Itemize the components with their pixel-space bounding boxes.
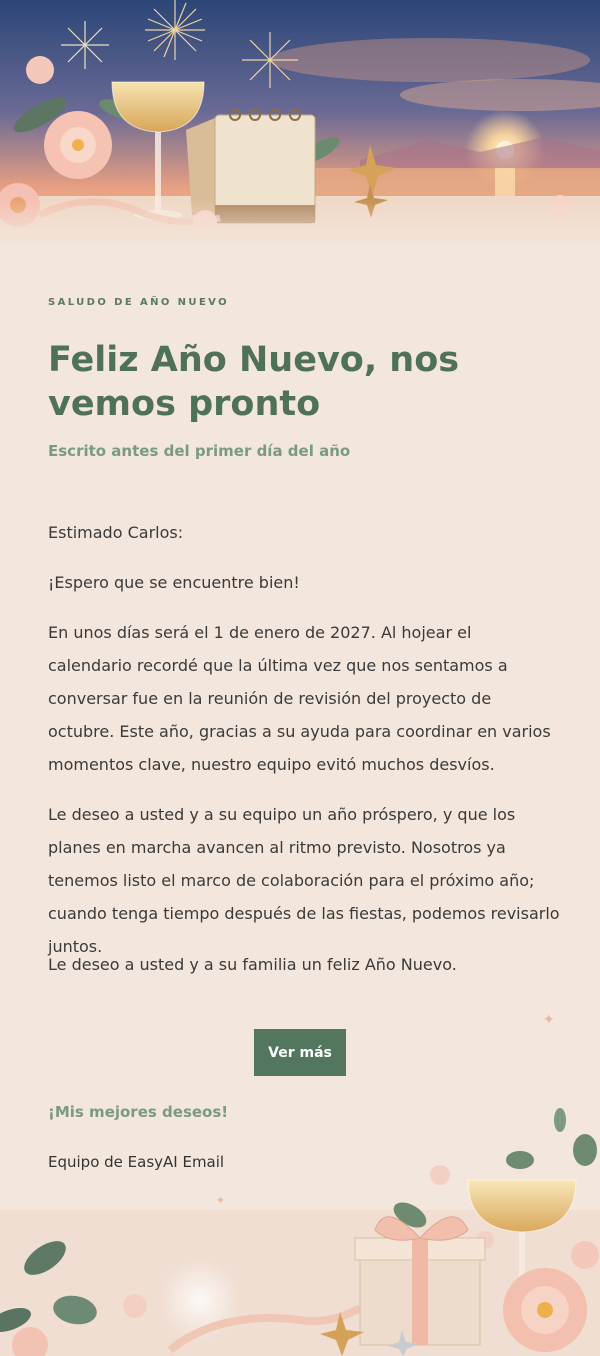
subtitle: Escrito antes del primer día del año: [48, 442, 351, 460]
eyebrow-label: SALUDO DE AÑO NUEVO: [48, 297, 230, 308]
signature: Equipo de EasyAI Email: [48, 1153, 225, 1171]
hero-illustration: [0, 0, 600, 250]
paragraph: Le deseo a usted y a su familia un feliz Año Nuevo.: [48, 955, 457, 974]
new-year-celebration-illustration: [0, 0, 600, 250]
ver-mas-button[interactable]: Ver más: [254, 1029, 346, 1076]
sparkle-icon: ✦: [543, 1012, 555, 1028]
page-title: Feliz Año Nuevo, nos vemos pronto: [48, 340, 460, 424]
greeting: Estimado Carlos:: [48, 523, 184, 542]
paragraph: Le deseo a usted y a su equipo un año próspero, y que los planes en marcha avancen al ritmo previsto. Nosotros ya tenemos listo el marco de colaboración para el próximo año; cuando tenga tiempo después de las fiestas, podemos revisarlo juntos.: [48, 805, 560, 956]
paragraph: ¡Espero que se encuentre bien!: [48, 573, 300, 592]
paragraph: En unos días será el 1 de enero de 2027. Al hojear el calendario recordé que la última vez que nos sentamos a conversar fue en la reunión de revisión del proyecto de octubre. Este año, gracias a su ayuda para coordinar en varios momentos clave, nuestro equipo evitó muchos desvíos.: [48, 623, 551, 774]
gift-and-champagne-illustration: [0, 1080, 600, 1356]
sparkle-icon: ✦: [216, 1194, 226, 1207]
footer-illustration: [0, 1080, 600, 1356]
closing-line: ¡Mis mejores deseos!: [48, 1103, 229, 1121]
